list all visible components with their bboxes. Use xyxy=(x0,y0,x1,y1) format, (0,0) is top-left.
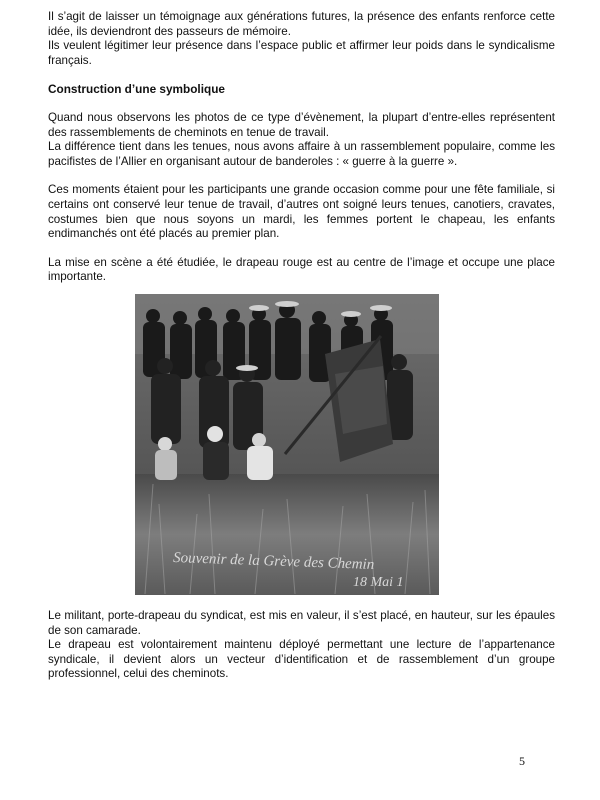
section-paragraph-4: La mise en scène a été étudiée, le drapeau rouge est au centre de l’image et occupe une place importante. xyxy=(48,255,555,284)
closing-text xyxy=(48,609,555,682)
section-paragraph-1: Quand nous observons les photos de ce type d’évènement, la plupart d’entre-elles représentent des rassemblements de cheminots en tenue de travail. xyxy=(48,110,555,139)
intro-paragraph-2: Ils veulent légitimer leur présence dans l’espace public et affirmer leur poids dans le syndicalisme français. xyxy=(48,39,555,67)
closing-paragraph-2: Le drapeau est volontairement maintenu déployé permettant une lecture de l’appartenance syndicale, il devient alors un vecteur d’identification et de rassemblement d’un groupe professionnel, celui des cheminots. xyxy=(48,638,555,681)
intro-paragraph-1: Il s’agit de laisser un témoignage aux générations futures, la présence des enfants renforce cette idée, ils deviendront des passeurs de mémoire. xyxy=(48,10,555,38)
photo-caption-line-1: Souvenir de la Grève des Chemin xyxy=(172,550,375,574)
photo-caption-line-2: 18 Mai 1 xyxy=(353,575,404,590)
document-body xyxy=(48,10,555,285)
section-paragraph-2: La différence tient dans les tenues, nous avons affaire à un rassemblement populaire, comme les pacifistes de l’Allier en organisant autour de banderoles : « guerre à la guerre ». xyxy=(48,140,555,168)
section-paragraph-3: Ces moments étaient pour les participants une grande occasion comme pour une fête familiale, si certains ont conservé leur tenue de travail, d’autres ont soigné leurs tenues, canotiers, cravates, costumes bien que nous soyons un mardi, les femmes portent le chapeau, les enfants endimanchés ont été placés au premier plan. xyxy=(48,183,555,241)
section-heading: Construction d’une symbolique xyxy=(48,82,225,97)
strike-photograph xyxy=(135,294,439,595)
closing-paragraph-1: Le militant, porte-drapeau du syndicat, est mis en valeur, il s’est placé, en hauteur, sur les épaules de son camarade. xyxy=(48,609,555,637)
page-number: 5 xyxy=(519,754,525,768)
